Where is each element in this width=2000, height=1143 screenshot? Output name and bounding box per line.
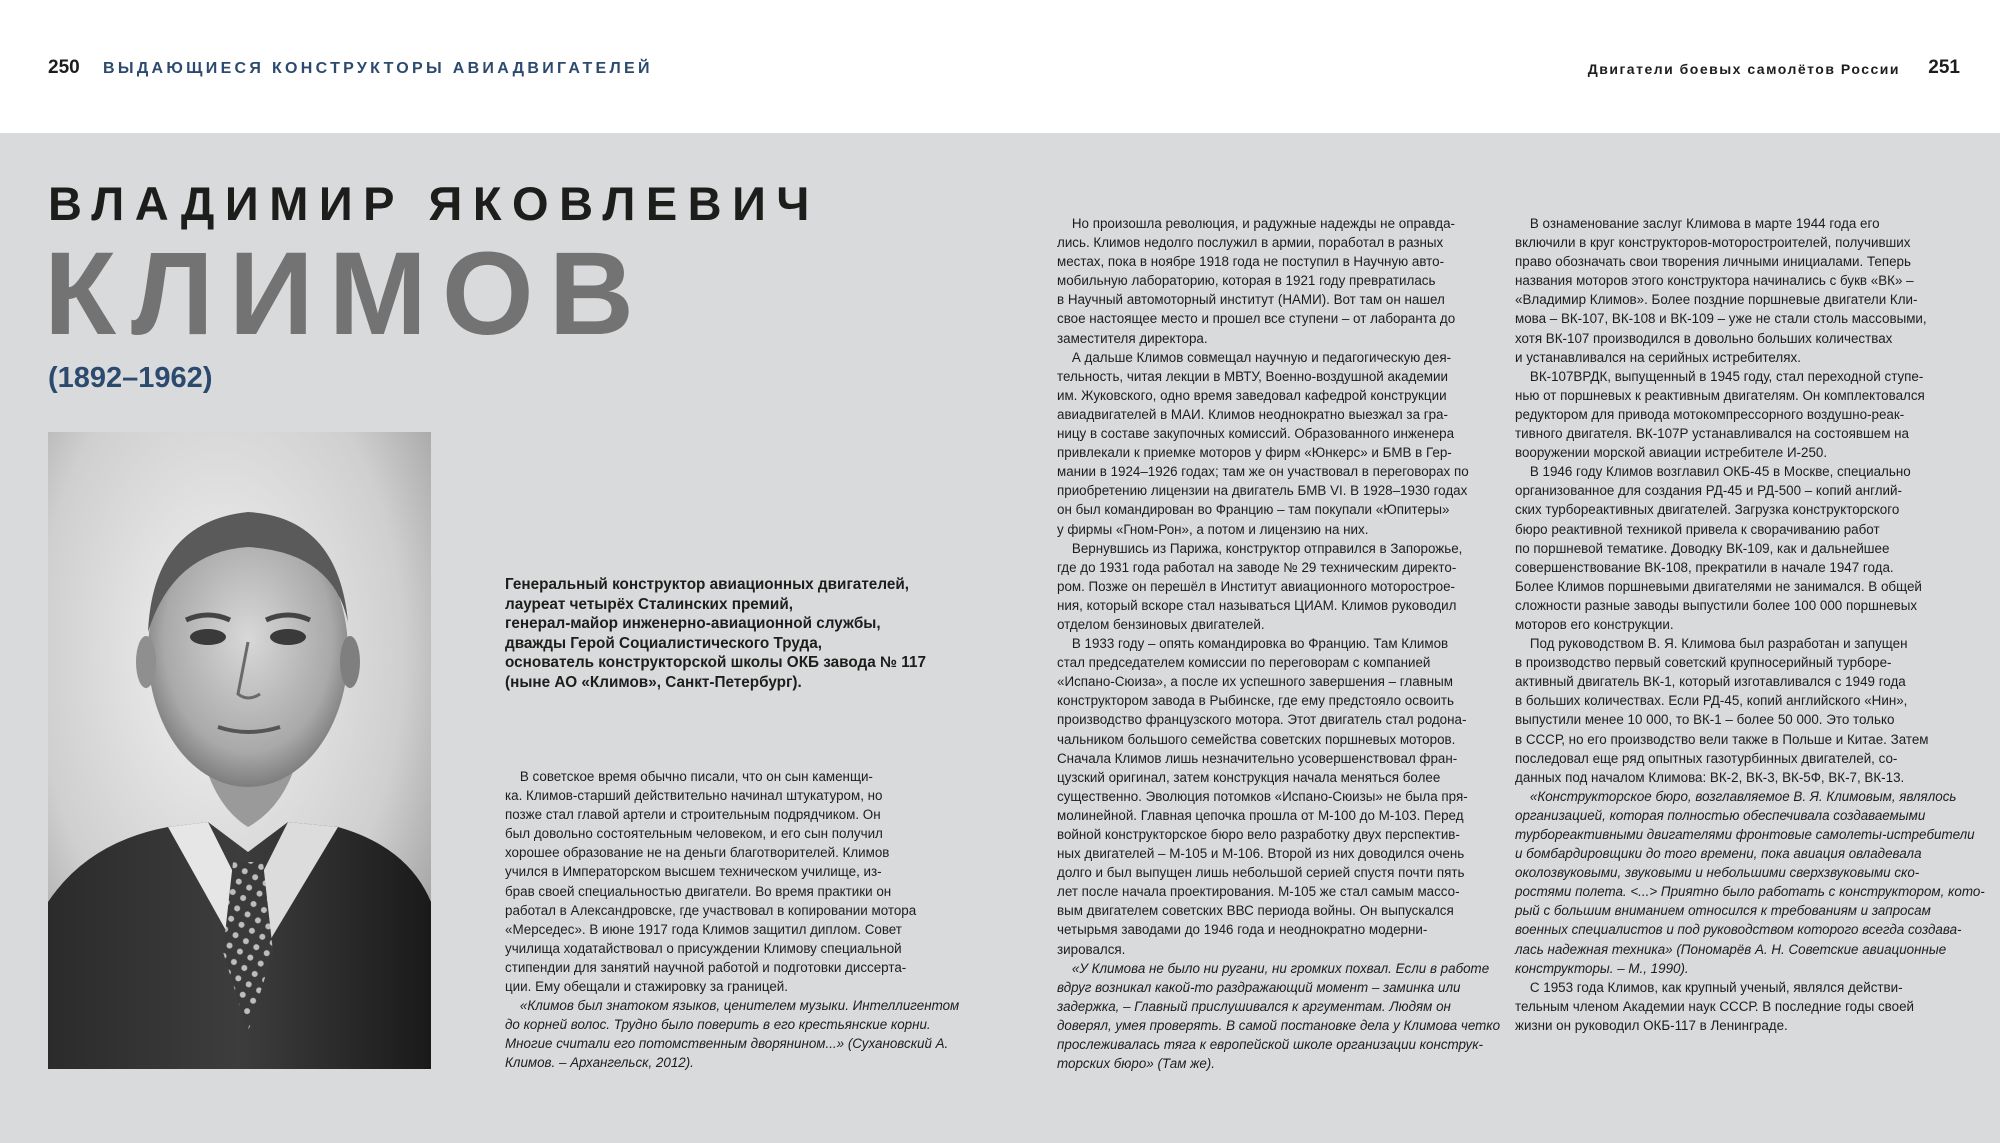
text-line: свое настоящее место и прошел все ступени – от лаборанта до [1057, 311, 1456, 327]
text-line: активный двигатель ВК-1, который изготавливался с 1949 года [1515, 674, 1906, 690]
text-line: был довольно состоятельным человеком, и его сын получил [505, 826, 883, 842]
text-line: последовал еще ряд опытных газотурбинных двигателей, со- [1515, 750, 1898, 766]
text-line: сложности разные заводы выпустили более 100 000 поршневых [1515, 597, 1918, 613]
text-line: В ознаменование заслуг Климова в марте 1944 года его [1515, 216, 1880, 231]
text-line: он был командирован во Францию – там покупали «Юпитеры» [1057, 502, 1450, 518]
text-line: местах, пока в ноябре 1918 года не поступил в Научную авто- [1057, 254, 1445, 270]
text-line: училища ходатайствовал о присуждении Климову специальной [505, 940, 902, 956]
text-column-1 [505, 767, 960, 1073]
lead-line: генерал-майор инженерно-авиационной службы, [505, 615, 881, 632]
last-name-heading: КЛИМОВ [44, 228, 649, 360]
text-line: Более Климов поршневыми двигателями не занимался. В общей [1515, 578, 1922, 594]
right-page-number: 251 [1928, 57, 1960, 78]
text-line: мобильную лабораторию, которая в 1921 году превратилась [1057, 273, 1436, 289]
left-page-number: 250 [48, 57, 80, 78]
text-line: стал председателем комиссии по переговорам с компанией [1057, 655, 1431, 671]
text-line: производство французского мотора. Этот двигатель стал родона- [1057, 712, 1467, 728]
text-line: задержка, – Главный прислушивался к аргументам. Людям он [1057, 998, 1451, 1014]
text-line: мова – ВК-107, ВК-108 и ВК-109 – уже не стали столь массовыми, [1515, 311, 1927, 327]
life-years: (1892–1962) [48, 362, 213, 394]
lead-line: Генеральный конструктор авиационных двигателей, [505, 576, 909, 593]
text-line: редуктором для привода мотокомпрессорного воздушно-реак- [1515, 406, 1905, 422]
text-line: по поршневой тематике. Доводку ВК-109, как и дальнейшее [1515, 540, 1890, 556]
text-line: работал в Александровске, где участвовал в копировании мотора [505, 902, 917, 918]
text-line: лись. Климов недолго послужил в армии, поработал в разных [1057, 235, 1444, 251]
text-line: авиадвигателей в МАИ. Климов неоднократно выезжал за гра- [1057, 406, 1448, 422]
text-line: рый с большим вниманием относился к требованиям и запросам [1515, 903, 1931, 919]
text-line: Но произошла революция, и радужные надежды не оправда- [1057, 216, 1456, 231]
text-line: позже стал главой артели и строительным подрядчиком. Он [505, 807, 881, 823]
text-line: чальником большого семейства советских поршневых моторов. [1057, 731, 1456, 747]
text-line: моторов его конструкции. [1515, 616, 1674, 632]
text-line: «Конструкторское бюро, возглавляемое В. Я. Климовым, являлось [1515, 788, 1957, 804]
text-line: нью от поршневых к реактивным двигателям. Он комплектовался [1515, 387, 1925, 403]
text-line: цузский оригинал, затем конструкция начала меняться более [1057, 769, 1441, 785]
page-header [0, 0, 2000, 133]
text-line: ции. Ему обещали и стажировку за границей. [505, 979, 788, 995]
lead-line: лауреат четырёх Сталинских премий, [505, 595, 793, 613]
text-line: жизни он руководил ОКБ-117 в Ленинграде. [1515, 1017, 1788, 1033]
text-line: С 1953 года Климов, как крупный ученый, являлся действи- [1515, 979, 1903, 995]
text-line: ницу в составе закупочных комиссий. Образованного инженера [1057, 426, 1455, 442]
text-line: Под руководством В. Я. Климова был разработан и запущен [1515, 636, 1908, 652]
text-line: лась надежная техника» (Пономарёв А. Н. Советские авиационные [1515, 941, 1947, 957]
text-line: А дальше Климов совмещал научную и педагогическую дея- [1057, 349, 1452, 365]
text-line: хотя ВК-107 производился в довольно больших количествах [1515, 330, 1893, 346]
text-line: В 1933 году – опять командировка во Францию. Там Климов [1057, 636, 1449, 652]
text-line: ных двигателей – М-105 и М-106. Второй из них доводился очень [1057, 846, 1465, 862]
text-line: конструкторы. – М., 1990). [1515, 960, 1689, 976]
text-line: молинейной. Главная цепочка прошла от М-100 до М-103. Перед [1057, 807, 1464, 823]
lead-line: основатель конструкторской школы ОКБ завода № 117 [505, 654, 926, 671]
text-column-2 [1057, 214, 1502, 1073]
text-line: долго и был выпущен лишь небольшой серией спустя почти пять [1057, 865, 1465, 881]
text-line: «У Климова не было ни ругани, ни громких похвал. Если в работе [1057, 960, 1490, 976]
text-line: Вернувшись из Парижа, конструктор отправился в Запорожье, [1057, 540, 1463, 556]
text-line: ка. Климов-старший действительно начинал штукатуром, но [505, 788, 883, 804]
text-line: до корней волос. Трудно было поверить в его крестьянские корни. [505, 1017, 931, 1033]
text-line: в больших количествах. Если РД-45, копий английского «Нин», [1515, 693, 1908, 709]
text-line: ния, который вскоре стал называться ЦИАМ. Климов руководил [1057, 597, 1457, 613]
portrait-photo [48, 432, 431, 1069]
text-line: включили в круг конструкторов-моторостроителей, получивших [1515, 235, 1911, 251]
text-line: «Климов был знатоком языков, ценителем музыки. Интеллигентом [505, 998, 960, 1014]
text-line: учился в Императорском высшем техническом училище, из- [505, 864, 882, 880]
text-line: названия моторов этого конструктора начинались с букв «ВК» – [1515, 273, 1914, 289]
text-line: данных под началом Климова: ВК-2, ВК-3, ВК-5Ф, ВК-7, ВК-13. [1515, 769, 1905, 785]
text-line: хорошее образование не на деньги благотворителей. Климов [505, 845, 890, 861]
text-line: доверял, умея проверять. В самой постановке дела у Климова четко [1057, 1017, 1501, 1033]
text-line: Многие считали его потомственным дворянином...» (Сухановский А. [505, 1036, 949, 1052]
text-line: четырьмя заводами до 1946 года и неоднократно модерни- [1057, 922, 1428, 938]
text-line: «Испано-Сюиза», а после их успешного завершения – главным [1057, 674, 1453, 690]
text-line: ростями полета. <...> Приятно было работать с конструктором, кото- [1515, 884, 1985, 900]
text-line: приобретению лицензии на двигатель БМВ VI. В 1928–1930 годах [1057, 483, 1468, 499]
text-line: Климов. – Архангельск, 2012). [505, 1055, 694, 1071]
text-line: в Научный автомоторный институт (НАМИ). Вот там он нашел [1057, 292, 1445, 308]
text-line: торских бюро» (Там же). [1057, 1056, 1215, 1072]
text-line: у фирмы «Гном-Рон», а потом и лицензию на них. [1057, 521, 1369, 537]
text-line: совершенствование ВК-108, прекратили в начале 1947 года. [1515, 559, 1894, 575]
text-line: существенно. Эволюция потомков «Испано-Сюизы» не была пря- [1057, 788, 1468, 804]
text-line: заместителя директора. [1057, 330, 1208, 346]
text-line: вооружении морской авиации истребителе И-250. [1515, 445, 1828, 461]
text-line: В советское время обычно писали, что он сын каменщи- [505, 769, 873, 784]
text-line: в СССР, но его производство вели также в Польше и Китае. Затем [1515, 731, 1929, 747]
text-line: В 1946 году Климов возглавил ОКБ-45 в Москве, специально [1515, 464, 1911, 480]
text-line: околозвуковыми, звуковыми и небольшими сверхзвуковыми ско- [1515, 865, 1920, 881]
text-line: вым двигателем советских ВВС периода войны. Он выпускался [1057, 903, 1454, 919]
text-line: войной конструкторское бюро вело разработку двух перспектив- [1057, 827, 1460, 842]
text-line: организацией, которая полностью обеспечивала создаваемыми [1515, 807, 1926, 823]
text-line: зировался. [1057, 941, 1126, 957]
text-line: конструктором завода в Рыбинске, где ему предстояло освоить [1057, 693, 1454, 709]
text-line: «Мерседес». В июне 1917 года Климов защитил диплом. Совет [505, 921, 902, 937]
text-column-3 [1515, 214, 1985, 1035]
text-line: отделом бензиновых двигателей. [1057, 616, 1265, 632]
text-line: организованное для создания РД-45 и РД-500 – копий англий- [1515, 483, 1902, 499]
text-line: тельность, читая лекции в МВТУ, Военно-воздушной академии [1057, 368, 1448, 384]
text-line: Сначала Климов лишь незначительно усовершенствовал фран- [1057, 750, 1458, 766]
right-running-title: Двигатели боевых самолётов России [1587, 61, 1900, 77]
text-line: ром. Позже он перешёл в Институт авиационного моторострое- [1057, 578, 1455, 594]
text-line: тивного двигателя. ВК-107Р устанавливался на состоявшем на [1515, 426, 1909, 442]
text-line: и устанавливался на серийных истребителях. [1515, 349, 1801, 365]
text-line: ВК-107ВРДК, выпущенный в 1945 году, стал переходной ступе- [1515, 368, 1924, 384]
text-line: мании в 1924–1926 годах; там же он участвовал в переговорах по [1057, 464, 1469, 480]
text-line: где до 1931 года работал на заводе № 29 техническим директо- [1057, 559, 1457, 575]
text-line: ских турбореактивных двигателей. Загрузка конструкторского [1515, 502, 1900, 518]
text-line: прослеживалась тяга к европейской школе организации конструк- [1057, 1037, 1483, 1053]
text-line: стипендии для занятий научной работой и подготовки диссерта- [505, 959, 907, 975]
text-line: привлекали к приемке моторов у фирм «Юнкерс» и БМВ в Гер- [1057, 445, 1452, 461]
text-line: лет после начала проектирования. М-105 же стал самым массо- [1057, 884, 1460, 900]
text-line: и бомбардировщики до того времени, пока авиация овладевала [1515, 846, 1922, 862]
text-line: выпустили менее 10 000, то ВК-1 – более 50 000. Это только [1515, 712, 1895, 728]
text-line: им. Жуковского, одно время заведовал кафедрой конструкции [1057, 387, 1447, 403]
text-line: «Владимир Климов». Более поздние поршневые двигатели Кли- [1515, 292, 1918, 308]
text-line: тельным членом Академии наук СССР. В последние годы своей [1515, 998, 1915, 1014]
lead-line: дважды Герой Социалистического Труда, [505, 634, 823, 652]
left-running-title: ВЫДАЮЩИЕСЯ КОНСТРУКТОРЫ АВИАДВИГАТЕЛЕЙ [103, 60, 653, 77]
first-name-heading: ВЛАДИМИР ЯКОВЛЕВИЧ [48, 177, 820, 230]
text-line: вдруг возникал какой-то раздражающий момент – заминка или [1057, 979, 1461, 995]
text-line: в производство первый советский крупносерийный турборе- [1515, 655, 1892, 671]
text-line: военных специалистов и под руководством которого всегда создава- [1515, 922, 1962, 938]
text-line: брав своей специальностью двигатели. Во время практики он [505, 883, 892, 899]
text-line: турбореактивными двигателями фронтовые самолеты-истребители [1515, 827, 1975, 842]
lead-line: (ныне АО «Климов», Санкт-Петербург). [505, 673, 802, 691]
text-line: право обозначать свои творения личными инициалами. Теперь [1515, 254, 1911, 270]
text-line: бюро реактивной техникой привела к сворачиванию работ [1515, 521, 1880, 537]
lead-paragraph [505, 575, 965, 692]
portrait-photo-icon [48, 432, 431, 1069]
